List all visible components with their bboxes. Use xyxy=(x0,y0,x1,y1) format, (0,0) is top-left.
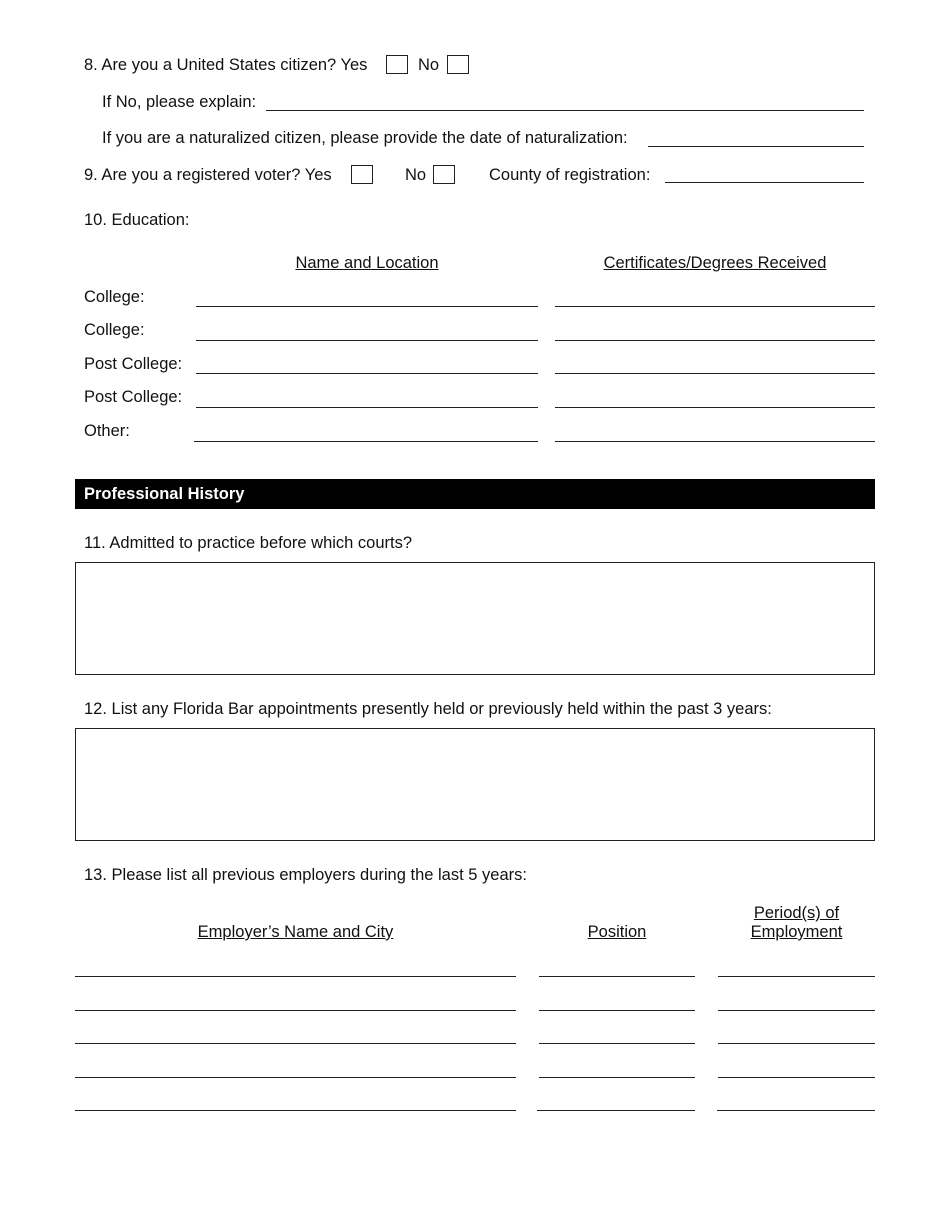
education-degree-field[interactable] xyxy=(555,373,875,374)
q8-no-label: No xyxy=(418,56,440,74)
employer-position-field[interactable] xyxy=(539,1010,695,1011)
employment-col-position: Position xyxy=(587,923,647,941)
employer-position-field[interactable] xyxy=(539,1043,695,1044)
q8-no-checkbox[interactable] xyxy=(447,55,469,74)
q9-no-label: No xyxy=(405,166,427,184)
q9-county-label: County of registration: xyxy=(489,166,651,184)
q9-county-field[interactable] xyxy=(665,182,864,183)
q9-question: 9. Are you a registered voter? Yes xyxy=(84,166,332,184)
section-banner-professional-history: Professional History xyxy=(75,479,875,509)
employment-col-employer: Employer’s Name and City xyxy=(197,923,394,941)
education-name-field[interactable] xyxy=(194,441,538,442)
education-row-label: Post College: xyxy=(84,355,183,373)
q12-question: 12. List any Florida Bar appointments presently held or previously held within the past 3 years: xyxy=(84,700,772,718)
employer-name-field[interactable] xyxy=(75,1010,516,1011)
education-row-label: College: xyxy=(84,288,145,306)
q8-explain-label: If No, please explain: xyxy=(102,93,257,111)
employer-period-field[interactable] xyxy=(718,1010,875,1011)
q8-naturalization-date-field[interactable] xyxy=(648,146,864,147)
education-name-field[interactable] xyxy=(196,407,538,408)
employer-name-field[interactable] xyxy=(75,1077,516,1078)
q8-naturalized-label: If you are a naturalized citizen, please provide the date of naturalization: xyxy=(102,129,628,147)
q12-answer-box[interactable] xyxy=(75,728,875,841)
q8-question: 8. Are you a United States citizen? Yes xyxy=(84,56,368,74)
employment-col-period-line2: Employment xyxy=(750,923,843,941)
q8-yes-checkbox[interactable] xyxy=(386,55,408,74)
employer-period-field[interactable] xyxy=(717,1110,875,1111)
q11-answer-box[interactable] xyxy=(75,562,875,675)
employer-period-field[interactable] xyxy=(718,976,875,977)
education-row-label: Post College: xyxy=(84,388,183,406)
employer-period-field[interactable] xyxy=(718,1043,875,1044)
education-name-field[interactable] xyxy=(196,306,538,307)
employer-name-field[interactable] xyxy=(75,976,516,977)
employer-name-field[interactable] xyxy=(75,1110,516,1111)
employer-name-field[interactable] xyxy=(75,1043,516,1044)
education-degree-field[interactable] xyxy=(555,306,875,307)
employment-col-period-line1: Period(s) of xyxy=(753,904,840,922)
q10-heading: 10. Education: xyxy=(84,211,190,229)
q9-yes-checkbox[interactable] xyxy=(351,165,373,184)
education-name-field[interactable] xyxy=(196,340,538,341)
employer-position-field[interactable] xyxy=(539,1077,695,1078)
employer-period-field[interactable] xyxy=(718,1077,875,1078)
employer-position-field[interactable] xyxy=(539,976,695,977)
education-col-degree: Certificates/Degrees Received xyxy=(603,254,827,272)
education-degree-field[interactable] xyxy=(555,340,875,341)
q9-no-checkbox[interactable] xyxy=(433,165,455,184)
education-name-field[interactable] xyxy=(196,373,538,374)
education-degree-field[interactable] xyxy=(555,441,875,442)
education-row-label: College: xyxy=(84,321,145,339)
q8-explain-field[interactable] xyxy=(266,110,864,111)
employer-position-field[interactable] xyxy=(537,1110,695,1111)
education-row-label: Other: xyxy=(84,422,130,440)
education-degree-field[interactable] xyxy=(555,407,875,408)
q13-question: 13. Please list all previous employers during the last 5 years: xyxy=(84,866,527,884)
education-col-name: Name and Location xyxy=(295,254,439,272)
q11-question: 11. Admitted to practice before which courts? xyxy=(84,534,413,552)
